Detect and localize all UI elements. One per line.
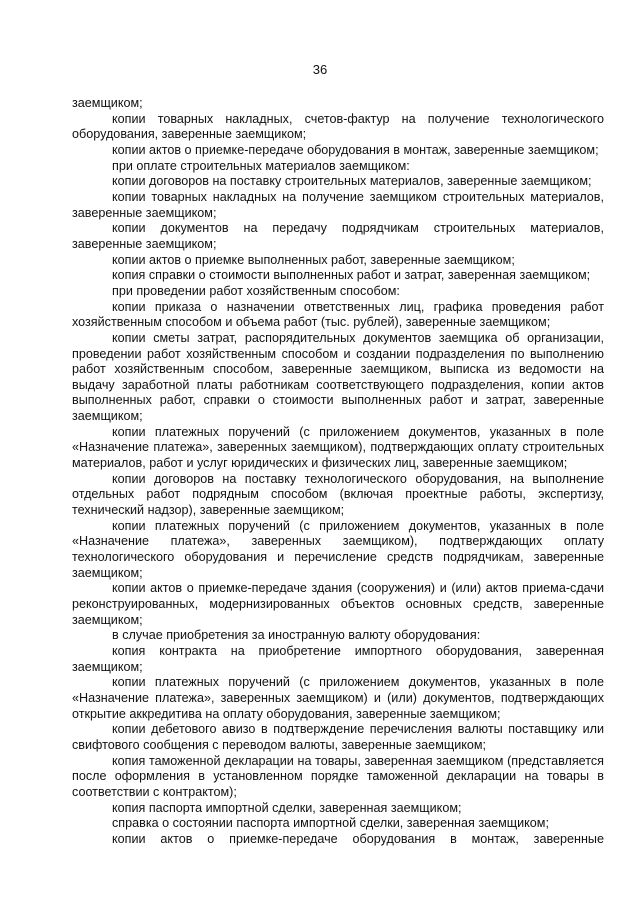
paragraph: копии платежных поручений (с приложением документов, указанных в поле «Назначение платежа», заверенных заемщиком), подтверждающих оплату строительных материалов, работ и услуг юридических и физических лиц, заверенные заемщиком; [72, 424, 604, 471]
paragraph: при оплате строительных материалов заемщиком: [112, 158, 410, 173]
paragraph: копии дебетового авизо в подтверждение перечисления валюты поставщику или свифтового сообщения с переводом валюты, заверенные заемщиком; [72, 722, 604, 752]
paragraph: копии товарных накладных, счетов-фактур на получение технологического оборудования, заверенные заемщиком; [72, 111, 604, 142]
paragraph: копии платежных поручений (с приложением документов, указанных в поле «Назначение платежа», заверенных заемщиком), подтверждающих оплату технологического оборудования и перечисление средств подрядчикам, заверенные заемщиком; [72, 518, 604, 580]
paragraph: копии сметы затрат, распорядительных документов заемщика об организации, проведении работ хозяйственным способом и создании подразделения по выполнению работ хозяйственным способом, заверенные заемщиком, выписка из ведомости на выдачу заработной платы работникам соответствующего подразделения, копии актов выполненных работ, справки о стоимости выполненных работ и затрат, заверенные заемщиком; [72, 330, 604, 424]
page-number: 36 [312, 62, 328, 77]
paragraph: копии приказа о назначении ответственных лиц, графика проведения работ хозяйственным способом и объема работ (тыс. рублей), заверенные заемщиком; [72, 299, 604, 330]
paragraph: заемщиком; [72, 96, 143, 110]
paragraph: копия паспорта импортной сделки, заверенная заемщиком; [112, 800, 462, 815]
document-body [72, 96, 604, 848]
paragraph: в случае приобретения за иностранную валюту оборудования: [112, 628, 481, 643]
paragraph: копии договоров на поставку технологического оборудования, на выполнение отдельных работ подрядным способом (включая проектные работы, экспертизу, технический надзор), заверенные заемщиком; [72, 471, 604, 518]
paragraph: копия контракта на приобретение импортного оборудования, заверенная заемщиком; [72, 643, 604, 674]
paragraph: копии актов о приемке-передаче оборудования в монтаж, заверенные заемщиком; [112, 142, 599, 157]
paragraph: копии товарных накладных на получение заемщиком строительных материалов, заверенные заемщиком; [72, 189, 604, 220]
paragraph: копия таможенной декларации на товары, заверенная заемщиком (представляется после оформления в установленном порядке таможенной декларации на товары в соответствии с контрактом); [72, 753, 604, 799]
paragraph: копии актов о приемке-передаче оборудования в монтаж, заверенные [112, 831, 604, 846]
paragraph: при проведении работ хозяйственным способом: [112, 283, 400, 298]
paragraph: копии актов о приемке выполненных работ, заверенные заемщиком; [112, 252, 515, 267]
paragraph: копии документов на передачу подрядчикам строительных материалов, заверенные заемщиком; [72, 221, 604, 251]
paragraph: копия справки о стоимости выполненных работ и затрат, заверенная заемщиком; [112, 268, 591, 283]
paragraph: копии актов о приемке-передаче здания (сооружения) и (или) актов приема-сдачи реконструированных, модернизированных объектов основных средств, заверенные заемщиком; [72, 581, 604, 627]
paragraph: копии договоров на поставку строительных материалов, заверенные заемщиком; [112, 174, 592, 189]
paragraph: копии платежных поручений (с приложением документов, указанных в поле «Назначение платежа», заверенных заемщиком) и (или) документов, подтверждающих открытие аккредитива на оплату оборудования, заверенные заемщиком; [72, 675, 604, 721]
paragraph: справка о состоянии паспорта импортной сделки, заверенная заемщиком; [112, 816, 549, 831]
